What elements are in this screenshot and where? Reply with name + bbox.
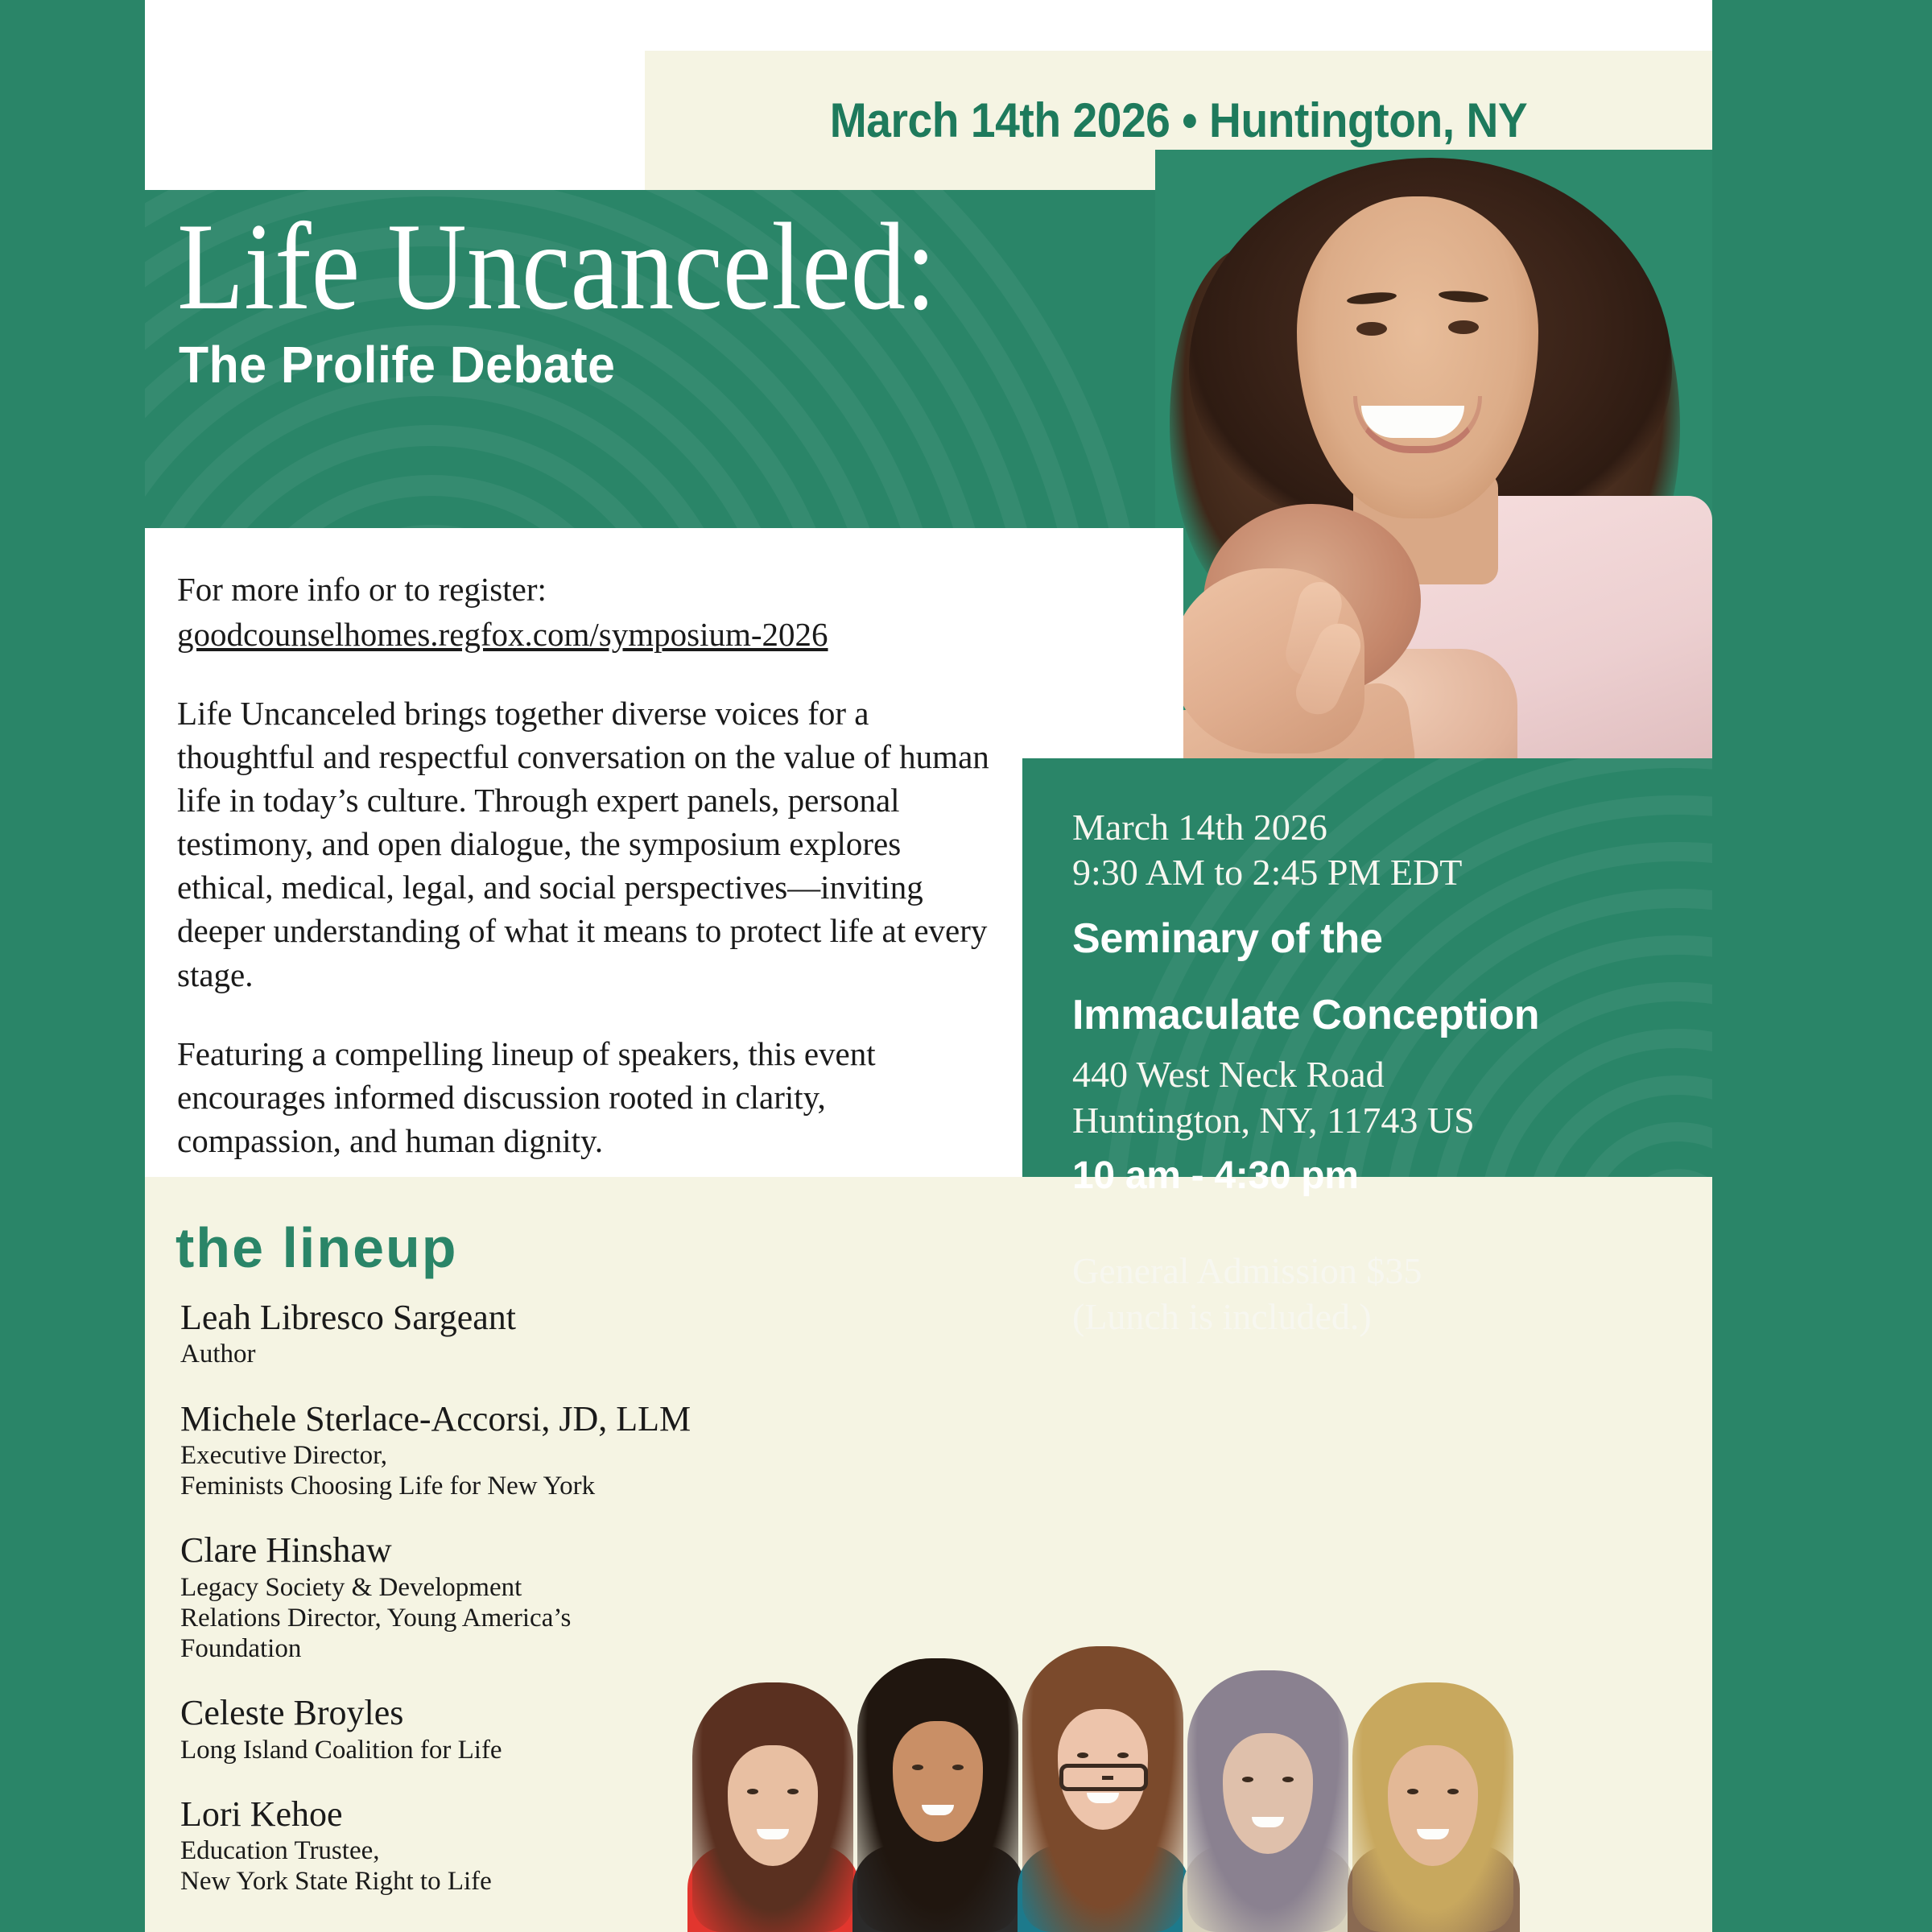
ring-4 <box>163 425 700 528</box>
registration-link[interactable]: goodcounselhomes.regfox.com/symposium-2026 <box>177 616 828 654</box>
speaker-headshot-5 <box>1352 1666 1513 1932</box>
brow-right <box>1439 289 1489 303</box>
venue-hours: 10 am - 4:30 pm <box>1072 1154 1359 1197</box>
admission-price: General Admission $35 <box>1072 1250 1422 1292</box>
speaker-smile <box>1252 1817 1284 1827</box>
lineup-heading: the lineup <box>175 1216 458 1279</box>
speaker-headshot-1 <box>692 1666 853 1932</box>
speaker-eye-left <box>1407 1789 1418 1794</box>
speaker-name: Leah Libresco Sargeant <box>180 1298 517 1337</box>
speaker-headshot-3 <box>1022 1630 1183 1932</box>
speaker-eye-left <box>1242 1777 1253 1782</box>
speaker-name: Michele Sterlace-Accorsi, JD, LLM <box>180 1398 691 1439</box>
speaker-role: Long Island Coalition for Life <box>180 1735 502 1765</box>
event-poster <box>145 0 1712 1932</box>
ring-5 <box>145 375 750 528</box>
speaker-eye-right <box>952 1765 964 1770</box>
event-details-content <box>1072 805 1587 1340</box>
speaker-name: Lori Kehoe <box>180 1794 343 1834</box>
eye-right <box>1448 320 1479 334</box>
speaker-eye-right <box>787 1789 799 1794</box>
description-copy <box>177 568 990 1162</box>
speaker-item <box>180 1399 776 1502</box>
speaker-headshot-4 <box>1187 1654 1348 1932</box>
speaker-smile <box>1417 1829 1449 1839</box>
eyeglasses-icon <box>1059 1764 1148 1791</box>
date-location-text: March 14th 2026 • Huntington, NY <box>829 93 1528 147</box>
admission-note: (Lunch is included.) <box>1072 1296 1372 1338</box>
mother-hand <box>1171 568 1364 753</box>
speaker-role: Executive Director, Feminists Choosing Life for New York <box>180 1440 596 1501</box>
venue-street: 440 West Neck Road <box>1072 1054 1385 1096</box>
speaker-role: Author <box>180 1340 256 1369</box>
speaker-smile <box>1087 1793 1119 1803</box>
teeth <box>1361 406 1464 438</box>
venue-name-line-2: Immaculate Conception <box>1072 991 1540 1038</box>
speaker-eye-left <box>747 1789 758 1794</box>
speaker-role: Legacy Society & Development Relations Director, Young America’s Foundation <box>180 1572 572 1664</box>
brow-left <box>1346 291 1397 306</box>
hero-photo-mother-and-baby <box>1155 150 1712 770</box>
register-lead-text: For more info or to register: <box>177 571 547 608</box>
page-subtitle: The Prolife Debate <box>179 336 616 394</box>
description-paragraph-2: Featuring a compelling lineup of speakers, this event encourages informed discussion rooted in clarity, compassion, and human dignity. <box>177 1034 876 1159</box>
speaker-smile <box>757 1829 789 1839</box>
speaker-photo-strip <box>660 1507 1712 1932</box>
ring-3 <box>213 475 650 528</box>
speaker-eye-right <box>1117 1752 1129 1758</box>
speaker-headshot-2 <box>857 1642 1018 1932</box>
venue-name-line-1: Seminary of the <box>1072 915 1383 963</box>
speaker-eye-right <box>1282 1777 1294 1782</box>
venue-city-state-zip: Huntington, NY, 11743 US <box>1072 1099 1475 1141</box>
eye-left <box>1356 322 1387 336</box>
page-title: Life Uncanceled: <box>177 197 936 336</box>
speaker-item <box>180 1298 776 1370</box>
event-time: 9:30 AM to 2:45 PM EDT <box>1072 852 1463 894</box>
speaker-eye-left <box>912 1765 923 1770</box>
speaker-role: Education Trustee, New York State Right to Life <box>180 1836 492 1897</box>
speaker-eye-right <box>1447 1789 1459 1794</box>
speaker-smile <box>922 1805 954 1815</box>
speaker-eye-left <box>1077 1752 1088 1758</box>
description-paragraph-1: Life Uncanceled brings together diverse voices for a thoughtful and respectful conversation on the value of human life in today’s culture. Through expert panels, personal testimony, and open dialogue, the symposium explores ethical, medical, legal, and social perspectives—inviting deeper understanding of what it means to protect life at every stage. <box>177 694 989 993</box>
speaker-name: Celeste Broyles <box>180 1693 404 1733</box>
event-date: March 14th 2026 <box>1072 807 1327 848</box>
speaker-name: Clare Hinshaw <box>180 1530 392 1571</box>
